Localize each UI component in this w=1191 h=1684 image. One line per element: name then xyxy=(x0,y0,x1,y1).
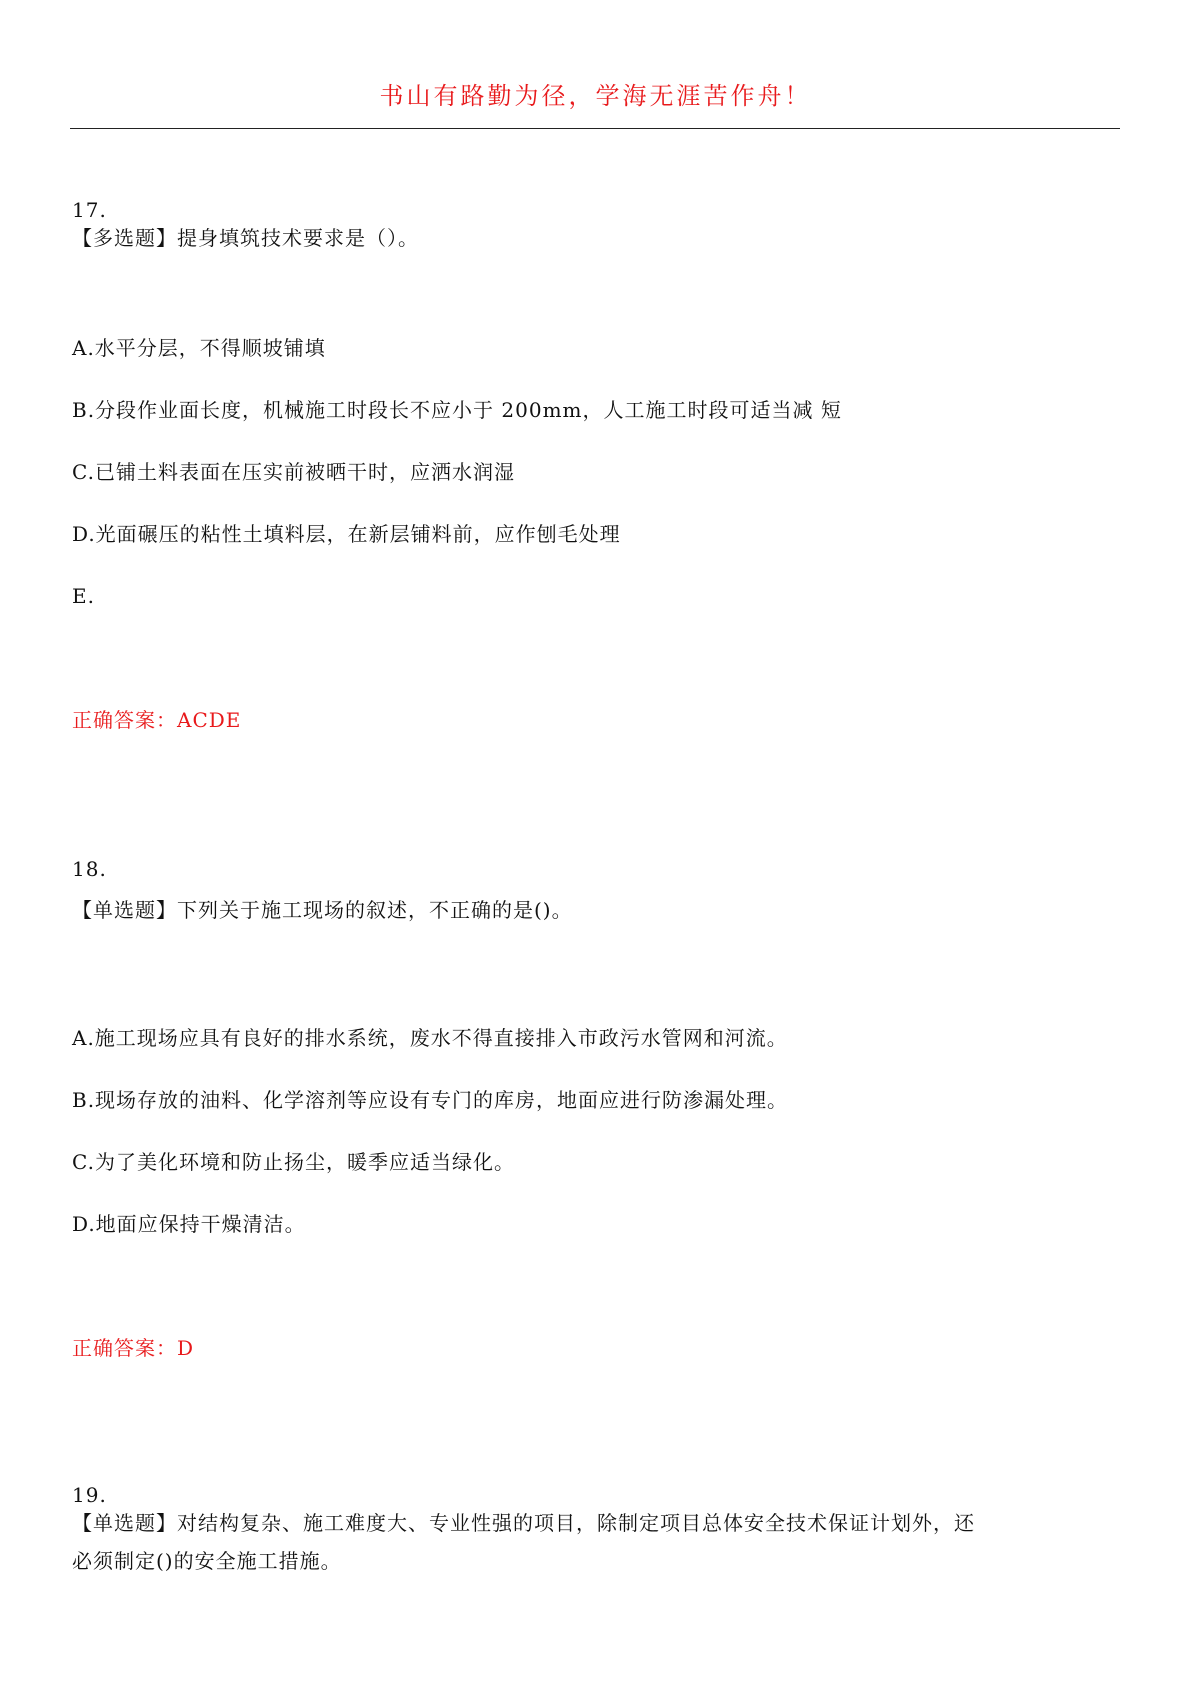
question-19-stem-line1: 【单选题】对结构复杂、施工难度大、专业性强的项目，除制定项目总体安全技术保证计划外，还 xyxy=(72,1511,975,1535)
question-17-option-b: B.分段作业面长度，机械施工时段长不应小于 200mm，人工施工时段可适当减 短 xyxy=(72,398,842,422)
question-18-option-c: C.为了美化环境和防止扬尘，暖季应适当绿化。 xyxy=(72,1150,515,1174)
question-18-number: 18. xyxy=(72,857,107,881)
question-18-option-d: D.地面应保持干燥清洁。 xyxy=(72,1212,306,1236)
question-19-stem-line2: 必须制定()的安全施工措施。 xyxy=(72,1549,342,1573)
header-divider xyxy=(70,128,1120,129)
question-18-stem: 【单选题】下列关于施工现场的叙述，不正确的是()。 xyxy=(72,898,573,922)
question-18-option-b: B.现场存放的油料、化学溶剂等应设有专门的库房，地面应进行防渗漏处理。 xyxy=(72,1088,789,1112)
question-18-option-a: A.施工现场应具有良好的排水系统，废水不得直接排入市政污水管网和河流。 xyxy=(72,1026,788,1050)
question-17-stem: 【多选题】提身填筑技术要求是（）。 xyxy=(72,226,419,250)
question-17-answer: 正确答案：ACDE xyxy=(72,708,242,732)
question-17-option-d: D.光面碾压的粘性土填料层，在新层铺料前，应作刨毛处理 xyxy=(72,522,621,546)
question-17-option-a: A.水平分层，不得顺坡铺填 xyxy=(72,336,326,360)
question-17-option-e: E. xyxy=(72,584,95,608)
header-motto: 书山有路勤为径，学海无涯苦作舟！ xyxy=(379,82,812,110)
question-17-number: 17. xyxy=(72,198,107,222)
question-19-number: 19. xyxy=(72,1483,107,1507)
question-18-answer: 正确答案：D xyxy=(72,1336,195,1360)
question-17-option-c: C.已铺土料表面在压实前被晒干时，应洒水润湿 xyxy=(72,460,515,484)
